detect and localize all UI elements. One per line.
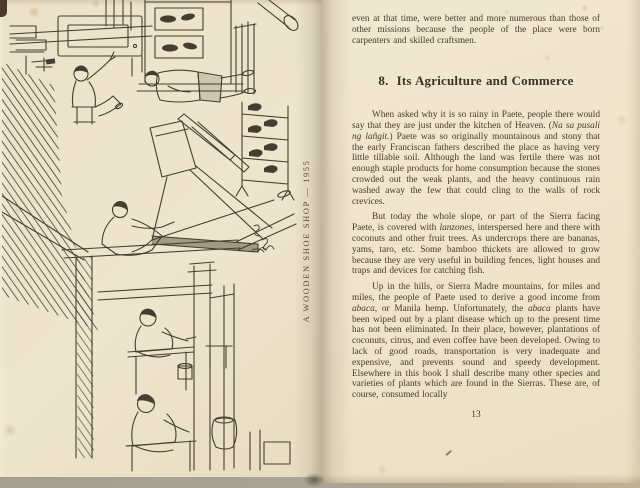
right-page (322, 0, 640, 483)
scan-corner-mark (0, 0, 7, 17)
page-number: 13 (471, 409, 481, 420)
left-page (0, 0, 322, 477)
gutter-shadow (299, 468, 329, 488)
body-paragraph-1: When asked why it is so rainy in Paete, people there would say that they are just under the kitchen of Heaven. (Na sa pusali ng lañgit.) Paete was so originally mountainous and stony that the early Franciscan fathers described the place as having very little tillable soil. Although the land was fertile there was not enough staple products for home consumption because the stones crowded out the weak plants, and the heavy continuous rain washed away the few that could cling to the walls of rock crevices. (352, 110, 601, 207)
heading-title: Its Agriculture and Commerce (396, 73, 574, 89)
body-paragraph-3: Up in the hills, or Sierra Madre mountains, for miles and miles, the people of Paete used to derive a good income from abaca, or Manila hemp. Unfortunately, the abaca plants have been wiped out by a plant disease which up to the present time has not been eliminated. In their place, however, plantations of coconuts, citrus, and even coffee have been developed. Owing to lack of good roads, transportation is very inadequate and expensive, and prevents sound and speedy development. Elsewhere in this book I shall describe many other species and varieties of plants which are found in the Sierras. These are, of course, consumed locally (352, 282, 600, 401)
illustration-caption: A WOODEN SHOE SHOP — 1955 (301, 159, 311, 323)
stray-pencil-mark (445, 450, 451, 456)
page-text-block (352, 14, 600, 421)
chapter-heading (352, 73, 600, 89)
shoe-shop-illustration (2, 0, 320, 477)
continuation-paragraph: even at that time, were better and more numerous than those of other missions because the people of the place were born carpenters and skilled craftsmen. (352, 14, 600, 46)
body-paragraph-2: But today the whole slope, or part of the Sierra facing Paete, is covered with lanzones, interspersed here and there with coconuts and other fruit trees. As undercrops there are bananas, yams, taro, etc. Some bamboo thickets are allowed to grow because they are very useful in building fences, light houses and traps and devices for catching fish. (352, 212, 600, 277)
heading-number: 8. (378, 73, 389, 89)
